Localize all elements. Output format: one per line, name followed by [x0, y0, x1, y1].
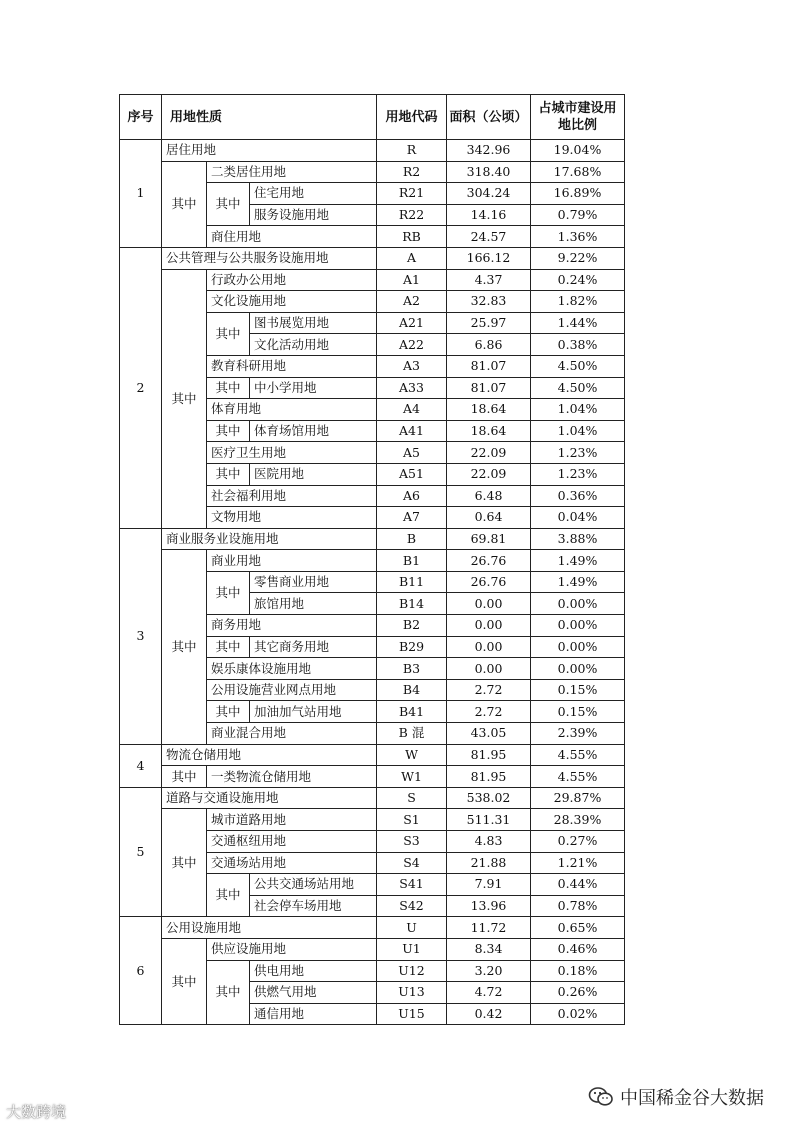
- table-row: [120, 938, 625, 960]
- percent-cell: 3.88%: [531, 528, 625, 550]
- area-cell: 11.72: [447, 917, 531, 939]
- table-row: [120, 140, 625, 162]
- land-use-name-cell: 商业用地: [207, 550, 377, 572]
- qizhong-cell: 其中: [207, 420, 250, 442]
- code-cell: A33: [377, 377, 447, 399]
- area-cell: 4.37: [447, 269, 531, 291]
- code-cell: S3: [377, 831, 447, 853]
- land-use-name-cell: 体育场馆用地: [250, 420, 377, 442]
- code-cell: S4: [377, 852, 447, 874]
- percent-cell: 1.23%: [531, 463, 625, 485]
- land-use-name-cell: 图书展览用地: [250, 312, 377, 334]
- code-cell: S: [377, 787, 447, 809]
- percent-cell: 1.44%: [531, 312, 625, 334]
- percent-cell: 0.00%: [531, 658, 625, 680]
- land-use-name-cell: 商务用地: [207, 615, 377, 637]
- code-cell: R: [377, 140, 447, 162]
- percent-cell: 0.36%: [531, 485, 625, 507]
- code-cell: A22: [377, 334, 447, 356]
- area-cell: 0.42: [447, 1003, 531, 1025]
- land-use-name-cell: 中小学用地: [250, 377, 377, 399]
- qizhong-cell: 其中: [162, 938, 207, 1024]
- header-land-use: 用地性质: [162, 95, 377, 140]
- percent-cell: 0.24%: [531, 269, 625, 291]
- seq-cell: 3: [120, 528, 162, 744]
- land-use-name-cell: 通信用地: [250, 1003, 377, 1025]
- code-cell: A5: [377, 442, 447, 464]
- area-cell: 304.24: [447, 183, 531, 205]
- land-use-name-cell: 城市道路用地: [207, 809, 377, 831]
- code-cell: U13: [377, 982, 447, 1004]
- area-cell: 3.20: [447, 960, 531, 982]
- area-cell: 4.83: [447, 831, 531, 853]
- qizhong-cell: 其中: [207, 463, 250, 485]
- land-use-name-cell: 加油加气站用地: [250, 701, 377, 723]
- qizhong-cell: 其中: [207, 701, 250, 723]
- code-cell: B2: [377, 615, 447, 637]
- land-use-name-cell: 物流仓储用地: [162, 744, 377, 766]
- code-cell: RB: [377, 226, 447, 248]
- watermark-right-text: 中国稀金谷大数据: [620, 1088, 764, 1109]
- percent-cell: 0.79%: [531, 204, 625, 226]
- percent-cell: 1.04%: [531, 420, 625, 442]
- land-use-name-cell: 供应设施用地: [207, 938, 377, 960]
- area-cell: 26.76: [447, 550, 531, 572]
- qizhong-cell: 其中: [162, 550, 207, 744]
- land-use-name-cell: 服务设施用地: [250, 204, 377, 226]
- code-cell: S42: [377, 895, 447, 917]
- table-row: [120, 787, 625, 809]
- code-cell: U: [377, 917, 447, 939]
- qizhong-cell: 其中: [207, 377, 250, 399]
- table-row: [120, 528, 625, 550]
- percent-cell: 0.15%: [531, 701, 625, 723]
- code-cell: A7: [377, 507, 447, 529]
- area-cell: 511.31: [447, 809, 531, 831]
- code-cell: A21: [377, 312, 447, 334]
- area-cell: 166.12: [447, 247, 531, 269]
- area-cell: 7.91: [447, 874, 531, 896]
- land-use-name-cell: 娱乐康体设施用地: [207, 658, 377, 680]
- land-use-name-cell: 供电用地: [250, 960, 377, 982]
- code-cell: U15: [377, 1003, 447, 1025]
- area-cell: 8.34: [447, 938, 531, 960]
- percent-cell: 1.21%: [531, 852, 625, 874]
- code-cell: A: [377, 247, 447, 269]
- area-cell: 24.57: [447, 226, 531, 248]
- code-cell: R2: [377, 161, 447, 183]
- code-cell: W: [377, 744, 447, 766]
- header-area: 面积（公顷）: [447, 95, 531, 140]
- qizhong-cell: 其中: [207, 874, 250, 917]
- area-cell: 69.81: [447, 528, 531, 550]
- land-use-name-cell: 公共管理与公共服务设施用地: [162, 247, 377, 269]
- percent-cell: 16.89%: [531, 183, 625, 205]
- percent-cell: 0.46%: [531, 938, 625, 960]
- code-cell: B29: [377, 636, 447, 658]
- area-cell: 21.88: [447, 852, 531, 874]
- area-cell: 318.40: [447, 161, 531, 183]
- code-cell: S41: [377, 874, 447, 896]
- code-cell: A51: [377, 463, 447, 485]
- percent-cell: 0.65%: [531, 917, 625, 939]
- qizhong-cell: 其中: [162, 161, 207, 247]
- qizhong-cell: 其中: [207, 636, 250, 658]
- header-seq: 序号: [120, 95, 162, 140]
- land-use-name-cell: 二类居住用地: [207, 161, 377, 183]
- land-use-name-cell: 道路与交通设施用地: [162, 787, 377, 809]
- land-use-name-cell: 一类物流仓储用地: [207, 766, 377, 788]
- area-cell: 26.76: [447, 571, 531, 593]
- land-use-name-cell: 社会福利用地: [207, 485, 377, 507]
- seq-cell: 4: [120, 744, 162, 787]
- percent-cell: 4.55%: [531, 744, 625, 766]
- area-cell: 81.07: [447, 377, 531, 399]
- seq-cell: 2: [120, 247, 162, 528]
- area-cell: 18.64: [447, 420, 531, 442]
- area-cell: 2.72: [447, 679, 531, 701]
- land-use-name-cell: 社会停车场用地: [250, 895, 377, 917]
- header-percent: 占城市建设用地比例: [531, 95, 625, 140]
- land-use-name-cell: 其它商务用地: [250, 636, 377, 658]
- area-cell: 2.72: [447, 701, 531, 723]
- land-use-name-cell: 文物用地: [207, 507, 377, 529]
- percent-cell: 1.04%: [531, 399, 625, 421]
- land-use-name-cell: 体育用地: [207, 399, 377, 421]
- land-use-name-cell: 住宅用地: [250, 183, 377, 205]
- percent-cell: 4.50%: [531, 355, 625, 377]
- land-use-name-cell: 公共交通场站用地: [250, 874, 377, 896]
- percent-cell: 19.04%: [531, 140, 625, 162]
- land-use-name-cell: 商住用地: [207, 226, 377, 248]
- percent-cell: 0.00%: [531, 615, 625, 637]
- area-cell: 13.96: [447, 895, 531, 917]
- percent-cell: 0.00%: [531, 593, 625, 615]
- code-cell: A4: [377, 399, 447, 421]
- percent-cell: 9.22%: [531, 247, 625, 269]
- code-cell: B1: [377, 550, 447, 572]
- qizhong-cell: 其中: [207, 960, 250, 1025]
- percent-cell: 0.18%: [531, 960, 625, 982]
- land-use-name-cell: 公用设施营业网点用地: [207, 679, 377, 701]
- table-header-row: [120, 95, 625, 140]
- code-cell: A2: [377, 291, 447, 313]
- qizhong-cell: 其中: [162, 809, 207, 917]
- code-cell: A6: [377, 485, 447, 507]
- code-cell: B4: [377, 679, 447, 701]
- area-cell: 0.64: [447, 507, 531, 529]
- area-cell: 81.07: [447, 355, 531, 377]
- land-use-name-cell: 商业混合用地: [207, 723, 377, 745]
- code-cell: U1: [377, 938, 447, 960]
- area-cell: 0.00: [447, 658, 531, 680]
- code-cell: B14: [377, 593, 447, 615]
- area-cell: 0.00: [447, 593, 531, 615]
- area-cell: 14.16: [447, 204, 531, 226]
- percent-cell: 1.82%: [531, 291, 625, 313]
- qizhong-cell: 其中: [162, 766, 207, 788]
- area-cell: 43.05: [447, 723, 531, 745]
- code-cell: A1: [377, 269, 447, 291]
- percent-cell: 28.39%: [531, 809, 625, 831]
- percent-cell: 4.50%: [531, 377, 625, 399]
- watermark-left: 大数跨境: [6, 1103, 67, 1121]
- area-cell: 18.64: [447, 399, 531, 421]
- percent-cell: 0.27%: [531, 831, 625, 853]
- land-use-name-cell: 居住用地: [162, 140, 377, 162]
- land-use-name-cell: 交通枢纽用地: [207, 831, 377, 853]
- area-cell: 538.02: [447, 787, 531, 809]
- land-use-name-cell: 商业服务业设施用地: [162, 528, 377, 550]
- area-cell: 81.95: [447, 766, 531, 788]
- area-cell: 0.00: [447, 636, 531, 658]
- code-cell: A41: [377, 420, 447, 442]
- wechat-icon: [588, 1086, 614, 1108]
- header-code: 用地代码: [377, 95, 447, 140]
- area-cell: 22.09: [447, 442, 531, 464]
- percent-cell: 0.00%: [531, 636, 625, 658]
- seq-cell: 6: [120, 917, 162, 1025]
- area-cell: 342.96: [447, 140, 531, 162]
- table-body: [120, 140, 625, 1025]
- percent-cell: 1.36%: [531, 226, 625, 248]
- land-use-name-cell: 医院用地: [250, 463, 377, 485]
- area-cell: 25.97: [447, 312, 531, 334]
- land-use-name-cell: 零售商业用地: [250, 571, 377, 593]
- qizhong-cell: 其中: [207, 183, 250, 226]
- percent-cell: 0.02%: [531, 1003, 625, 1025]
- percent-cell: 2.39%: [531, 723, 625, 745]
- percent-cell: 0.44%: [531, 874, 625, 896]
- table-row: [120, 809, 625, 831]
- land-use-name-cell: 旅馆用地: [250, 593, 377, 615]
- percent-cell: 29.87%: [531, 787, 625, 809]
- land-use-name-cell: 供燃气用地: [250, 982, 377, 1004]
- area-cell: 6.86: [447, 334, 531, 356]
- table-row: [120, 550, 625, 572]
- land-use-name-cell: 公用设施用地: [162, 917, 377, 939]
- area-cell: 81.95: [447, 744, 531, 766]
- area-cell: 6.48: [447, 485, 531, 507]
- code-cell: S1: [377, 809, 447, 831]
- percent-cell: 1.49%: [531, 571, 625, 593]
- watermark-right: [588, 1084, 764, 1110]
- area-cell: 4.72: [447, 982, 531, 1004]
- code-cell: A3: [377, 355, 447, 377]
- code-cell: W1: [377, 766, 447, 788]
- land-use-name-cell: 交通场站用地: [207, 852, 377, 874]
- table-row: [120, 161, 625, 183]
- percent-cell: 0.38%: [531, 334, 625, 356]
- land-use-name-cell: 医疗卫生用地: [207, 442, 377, 464]
- area-cell: 22.09: [447, 463, 531, 485]
- qizhong-cell: 其中: [207, 312, 250, 355]
- table-row: [120, 269, 625, 291]
- land-use-table: [119, 94, 625, 1025]
- qizhong-cell: 其中: [162, 269, 207, 528]
- area-cell: 32.83: [447, 291, 531, 313]
- qizhong-cell: 其中: [207, 571, 250, 614]
- table-row: [120, 247, 625, 269]
- code-cell: B3: [377, 658, 447, 680]
- percent-cell: 0.26%: [531, 982, 625, 1004]
- seq-cell: 1: [120, 140, 162, 248]
- code-cell: B41: [377, 701, 447, 723]
- area-cell: 0.00: [447, 615, 531, 637]
- code-cell: U12: [377, 960, 447, 982]
- code-cell: B 混: [377, 723, 447, 745]
- land-use-name-cell: 文化设施用地: [207, 291, 377, 313]
- percent-cell: 1.23%: [531, 442, 625, 464]
- percent-cell: 4.55%: [531, 766, 625, 788]
- table-row: [120, 917, 625, 939]
- code-cell: B: [377, 528, 447, 550]
- table-row: [120, 744, 625, 766]
- percent-cell: 0.15%: [531, 679, 625, 701]
- percent-cell: 0.04%: [531, 507, 625, 529]
- code-cell: R21: [377, 183, 447, 205]
- percent-cell: 0.78%: [531, 895, 625, 917]
- land-use-name-cell: 教育科研用地: [207, 355, 377, 377]
- percent-cell: 17.68%: [531, 161, 625, 183]
- land-use-name-cell: 文化活动用地: [250, 334, 377, 356]
- code-cell: B11: [377, 571, 447, 593]
- code-cell: R22: [377, 204, 447, 226]
- land-use-name-cell: 行政办公用地: [207, 269, 377, 291]
- percent-cell: 1.49%: [531, 550, 625, 572]
- table-row: [120, 766, 625, 788]
- seq-cell: 5: [120, 787, 162, 917]
